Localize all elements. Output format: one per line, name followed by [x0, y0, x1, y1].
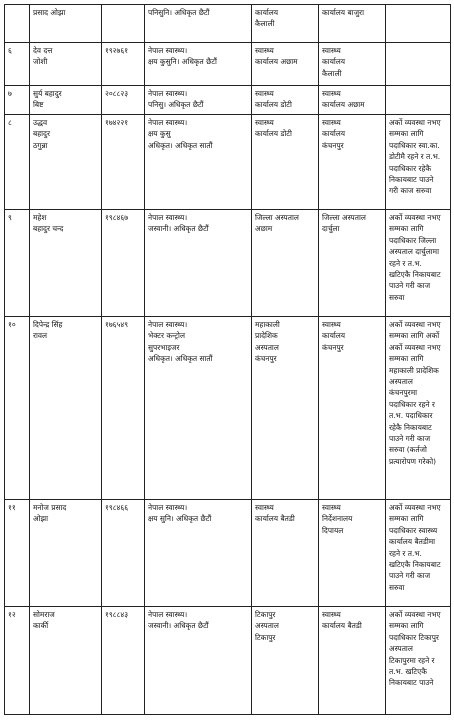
name-cell: देव दत्त जोशी: [30, 43, 102, 86]
transfer-office-cell: स्वास्थ्य कार्यालय बैतडी: [319, 607, 386, 715]
code-cell: १९२७६१: [102, 43, 145, 86]
current-office-cell: जिल्ला अस्पताल अछाम: [252, 210, 319, 317]
post-cell: नेपाल स्वास्थ्य। क्षय कुसुनि। अधिकृत छैटौं: [145, 43, 252, 86]
transfer-office-cell: जिल्ला अस्पताल दार्चुला: [319, 210, 386, 317]
post-cell: पनिसुनि। अधिकृत छैटौं: [145, 5, 252, 43]
table-row: [5, 317, 451, 500]
current-office-cell: स्वास्थ्य कार्यालय डोटी: [252, 115, 319, 210]
code-cell: १९८८४३: [102, 607, 145, 715]
table-row: [5, 607, 451, 715]
remarks-cell: अर्को व्यवस्था नभए सम्मका लागि पदाधिकार टिकापुर अस्पताल टिकापुरमा रहने र त.भ. खटिएकै निकायबाट पाउने: [386, 607, 451, 715]
table-row: [5, 86, 451, 115]
serial-cell: [5, 5, 30, 43]
serial-cell: ७: [5, 86, 30, 115]
current-office-cell: कार्यालय कैलाली: [252, 5, 319, 43]
code-cell: १९८४६७: [102, 210, 145, 317]
current-office-cell: महाकाली प्रादेशिक अस्पताल कंचनपुर: [252, 317, 319, 500]
name-cell: प्रसाद ओझा: [30, 5, 102, 43]
code-cell: [102, 5, 145, 43]
post-cell: नेपाल स्वास्थ्य। क्षय कुसु अधिकृत। अधिकृत सातौं: [145, 115, 252, 210]
name-cell: महेश बहादुर चन्द: [30, 210, 102, 317]
post-cell: नेपाल स्वास्थ्य। जस्वानी। अधिकृत छैटौं: [145, 210, 252, 317]
name-cell: उद्धव बहादुर ठगुन्ना: [30, 115, 102, 210]
transfer-table: [4, 4, 451, 715]
code-cell: १७६५४९: [102, 317, 145, 500]
serial-cell: ११: [5, 500, 30, 607]
current-office-cell: स्वास्थ्य कार्यालय बैतडी: [252, 500, 319, 607]
name-cell: मनोज प्रसाद ओझा: [30, 500, 102, 607]
post-cell: नेपाल स्वास्थ्य। पनिसु। अधिकृत छैटौं: [145, 86, 252, 115]
post-cell: नेपाल स्वास्थ्य। क्षय सुनि। अधिकृत छैटौं: [145, 500, 252, 607]
name-cell: दिपेन्द्र सिंह रावल: [30, 317, 102, 500]
name-cell: सुर्य बहादुर बिष्ट: [30, 86, 102, 115]
table-row: [5, 115, 451, 210]
current-office-cell: स्वास्थ्य कार्यालय डोटी: [252, 86, 319, 115]
serial-cell: ६: [5, 43, 30, 86]
remarks-cell: [386, 5, 451, 43]
transfer-office-cell: स्वास्थ्य कार्यालय कंचनपुर: [319, 115, 386, 210]
serial-cell: १२: [5, 607, 30, 715]
remarks-cell: अर्को व्यवस्था नभए सम्मका लागि पदाधिकार स्वा.का. डोटीमै रहने र त.भ. पदाधिकार रहेकै निकायबाट पाउने गरी काज सरुवा: [386, 115, 451, 210]
transfer-office-cell: स्वास्थ्य कार्यालय अछाम: [319, 86, 386, 115]
remarks-cell: अर्को व्यवस्था नभए सम्मका लागि पदाधिकार जिल्ला अस्पताल दार्चुलामा रहने र त.भ. खटिएकै निकायबाट पाउने गरी काज सरुवा: [386, 210, 451, 317]
transfer-office-cell: स्वास्थ्य कार्यालय कैलाली: [319, 43, 386, 86]
table-row: [5, 500, 451, 607]
serial-cell: ८: [5, 115, 30, 210]
transfer-office-cell: स्वास्थ्य कार्यालय कंचनपुर: [319, 317, 386, 500]
current-office-cell: स्वास्थ्य कार्यालय अछाम: [252, 43, 319, 86]
remarks-cell: अर्को व्यवस्था नभए सम्मका लागि पदाधिकार स्वास्थ्य कार्यालय बैतडीमा रहने र त.भ. खटिएकै निकायबाट पाउने गरी काज सरुवा: [386, 500, 451, 607]
code-cell: २०८८२३: [102, 86, 145, 115]
code-cell: १७४२२१: [102, 115, 145, 210]
remarks-cell: [386, 86, 451, 115]
table-row: [5, 210, 451, 317]
table-body: [5, 5, 451, 715]
transfer-office-cell: स्वास्थ्य निर्देशनालय दिपायल: [319, 500, 386, 607]
table-row: [5, 5, 451, 43]
current-office-cell: टिकापुर अस्पताल टिकापुर: [252, 607, 319, 715]
post-cell: नेपाल स्वास्थ्य। भेक्टर कन्ट्रोल सुपरभाइजर अधिकृत। अधिकृत सातौं: [145, 317, 252, 500]
serial-cell: १०: [5, 317, 30, 500]
code-cell: १९८४६६: [102, 500, 145, 607]
remarks-cell: अर्को व्यवस्था नभए सम्मका लागि अर्को अर्को व्यवस्था नभए सम्मका लागि महाकाली प्रादेशिक अस्पताल कंचनपुरमा पदाधिकार रहने र त.भ. पदाधिकार रहेकै निकायबाट पाउने गरी काज सरुवा (कर्तजो प्रत्यारोपण गरेको): [386, 317, 451, 500]
serial-cell: ९: [5, 210, 30, 317]
name-cell: सोमराज कार्की: [30, 607, 102, 715]
post-cell: नेपाल स्वास्थ्य। जस्वानी। अधिकृत छैटौं: [145, 607, 252, 715]
table-row: [5, 43, 451, 86]
remarks-cell: [386, 43, 451, 86]
transfer-office-cell: कार्यालय बाजुरा: [319, 5, 386, 43]
